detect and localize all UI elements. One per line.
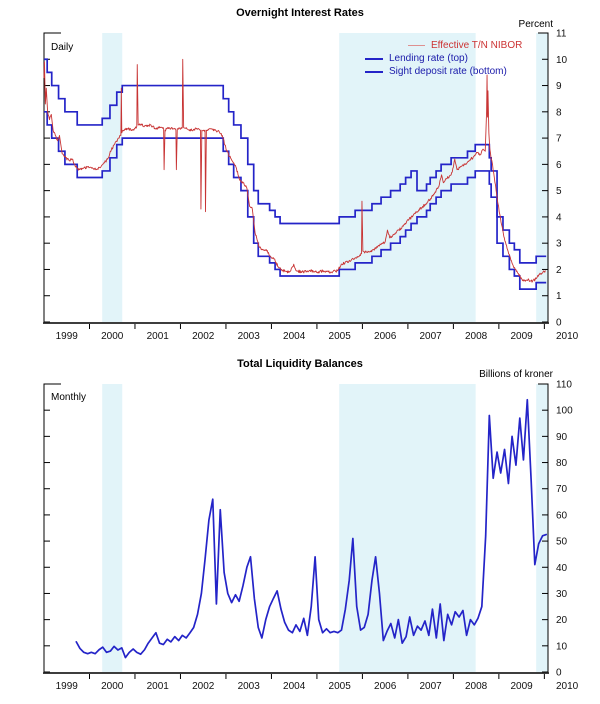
x-tick-label: 2006 (374, 681, 397, 692)
x-tick-label: 2009 (510, 331, 533, 342)
y-tick-label: 8 (556, 107, 562, 119)
y-tick-label: 50 (556, 536, 568, 548)
x-tick-label: 2010 (555, 681, 579, 692)
y-tick-label: 3 (556, 238, 562, 250)
x-tick-label: 2010 (555, 331, 579, 342)
frequency-label-daily: Daily (51, 42, 74, 53)
shaded-band (102, 384, 122, 672)
y-tick-label: 1 (556, 291, 562, 303)
x-tick-label: 2004 (283, 681, 306, 692)
y-tick-label: 110 (556, 379, 572, 391)
total-liquidity-plot (43, 380, 579, 693)
legend-line-swatch-icon (365, 71, 383, 73)
y-tick-label: 80 (556, 458, 568, 470)
legend-item (365, 65, 522, 78)
legend-label: Lending rate (top) (389, 53, 468, 64)
y-tick-label: 2 (556, 264, 562, 276)
series-total-liquidity (76, 400, 546, 658)
x-tick-label: 1999 (55, 681, 78, 692)
y-tick-label: 100 (556, 405, 573, 417)
x-tick-label: 2004 (283, 331, 306, 342)
legend-item (365, 52, 522, 65)
x-tick-label: 2000 (101, 331, 124, 342)
legend-label: Sight deposit rate (bottom) (389, 66, 507, 77)
y-tick-label: 6 (556, 159, 562, 171)
x-tick-label: 2007 (419, 681, 442, 692)
y-tick-label: 11 (556, 28, 567, 40)
x-tick-label: 1999 (55, 331, 78, 342)
chart-title-overnight-rates: Overnight Interest Rates (236, 7, 364, 19)
y-tick-label: 5 (556, 186, 562, 198)
y-tick-label: 70 (556, 484, 568, 496)
y-axis-unit-percent: Percent (518, 19, 553, 30)
shaded-band (536, 33, 548, 322)
y-tick-label: 0 (556, 317, 562, 329)
y-tick-label: 10 (556, 641, 568, 653)
x-tick-label: 2003 (237, 331, 260, 342)
y-tick-label: 30 (556, 588, 568, 600)
x-tick-label: 2006 (374, 331, 397, 342)
y-tick-label: 10 (556, 54, 568, 66)
x-tick-label: 2008 (465, 681, 488, 692)
x-tick-label: 2005 (328, 331, 351, 342)
legend (365, 39, 522, 78)
legend-item (365, 39, 522, 52)
x-tick-label: 2002 (192, 681, 215, 692)
y-tick-label: 0 (556, 667, 562, 679)
x-tick-label: 2009 (510, 681, 533, 692)
legend-line-swatch-icon (408, 45, 425, 46)
legend-label: Effective T/N NIBOR (431, 40, 523, 51)
y-tick-label: 9 (556, 81, 562, 93)
x-tick-label: 2000 (101, 681, 124, 692)
y-tick-label: 40 (556, 562, 568, 574)
x-tick-label: 2002 (192, 331, 215, 342)
shaded-band (536, 384, 548, 672)
y-tick-label: 90 (556, 431, 568, 443)
shaded-band (102, 33, 122, 322)
x-tick-label: 2001 (146, 331, 169, 342)
x-tick-label: 2008 (465, 331, 488, 342)
y-tick-label: 4 (556, 212, 562, 224)
y-tick-label: 20 (556, 615, 568, 627)
chart-title-total-liquidity: Total Liquidity Balances (237, 358, 363, 370)
y-tick-label: 60 (556, 510, 568, 522)
x-tick-label: 2005 (328, 681, 351, 692)
x-tick-label: 2007 (419, 331, 442, 342)
y-axis-unit-billions-kroner: Billions of kroner (479, 369, 553, 380)
frequency-label-monthly: Monthly (51, 392, 87, 403)
legend-line-swatch-icon (365, 58, 383, 60)
x-tick-label: 2001 (146, 681, 169, 692)
x-tick-label: 2003 (237, 681, 260, 692)
y-tick-label: 7 (556, 133, 562, 145)
